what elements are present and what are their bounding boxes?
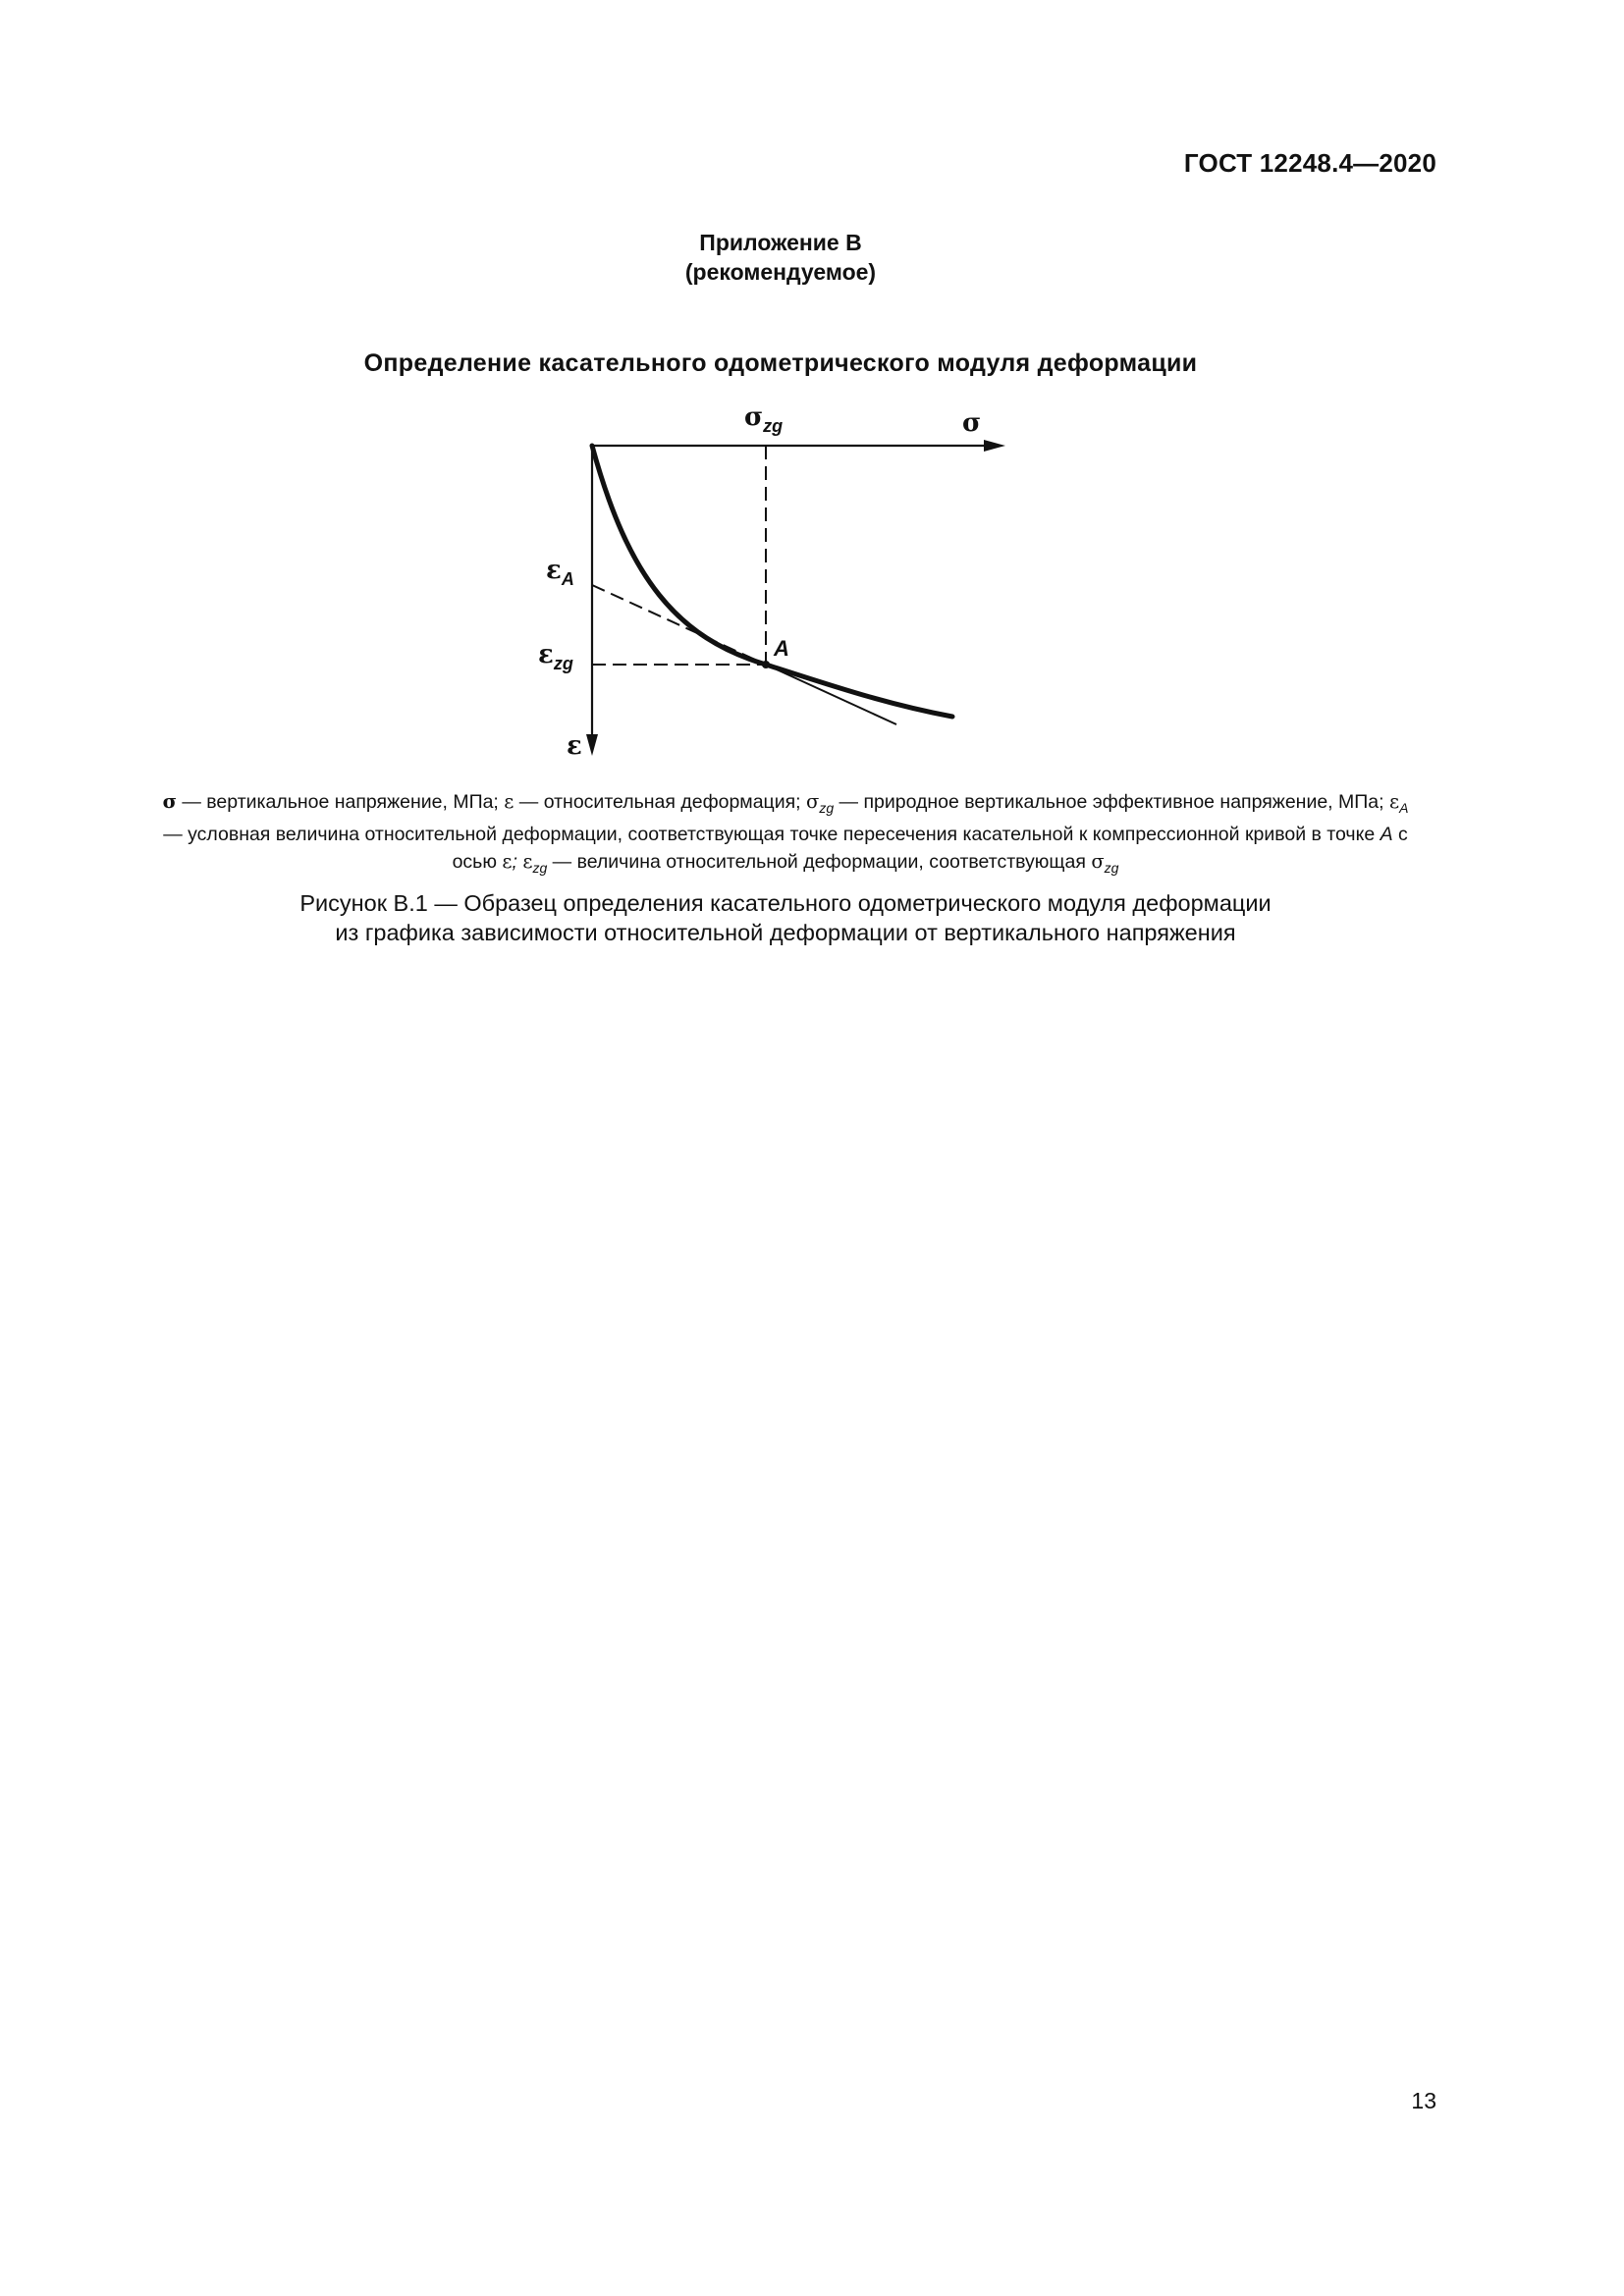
standard-code: ГОСТ 12248.4—2020 — [1183, 148, 1436, 178]
sigma-axis-arrow-icon — [984, 440, 1005, 452]
legend-eps-zg-symbol: ε — [522, 850, 533, 873]
compression-curve — [592, 446, 952, 717]
figure-caption-line-1: Рисунок В.1 — Образец определения касательного одометрического модуля деформации — [299, 890, 1272, 916]
page-number: 13 — [1411, 2088, 1436, 2113]
legend-eps-a-symbol: ε — [1388, 790, 1400, 813]
legend-sigma-symbol: σ — [162, 790, 177, 813]
figure-legend: σ — вертикальное напряжение, МПа; ε — относительная деформация; $\sigma_{zg}$ — природное вертикальное эффективное напряжение, МПа; $\varepsilon_A$ — условная величина относительной деформации, соответствующая точке пересечения касательной к компрессионной кривой в точке A с осью ε; $\varepsilon_{zg}$ — величина относительной деформации, соответствующая $\sigma_{zg}$ — [162, 790, 1409, 876]
compression-diagram — [530, 402, 1021, 766]
figure — [530, 402, 1021, 766]
eps-axis-arrow-icon — [586, 734, 598, 756]
figure-caption — [118, 888, 1453, 947]
legend-eps-symbol: ε — [504, 790, 514, 813]
label-eps: ε — [567, 731, 582, 761]
label-point-a: A — [774, 636, 789, 661]
label-sigma: σ — [962, 408, 982, 438]
appendix-title: Приложение В — [699, 230, 862, 255]
point-a-marker — [762, 661, 770, 668]
label-eps-zg: $\varepsilon_{zg}$ — [538, 640, 573, 673]
figure-caption-line-2: из графика зависимости относительной деформации от вертикального напряжения — [335, 920, 1236, 945]
appendix-heading — [0, 228, 1561, 287]
legend-sigma-zg-symbol: σ — [806, 790, 820, 813]
label-sigma-zg: $\sigma_{zg}$ — [744, 402, 784, 436]
tangent-solid — [766, 665, 896, 724]
section-title: Определение касательного одометрического модуля деформации — [363, 349, 1198, 377]
appendix-status: (рекомендуемое) — [684, 259, 877, 285]
label-eps-a: $\varepsilon_A$ — [546, 556, 574, 589]
